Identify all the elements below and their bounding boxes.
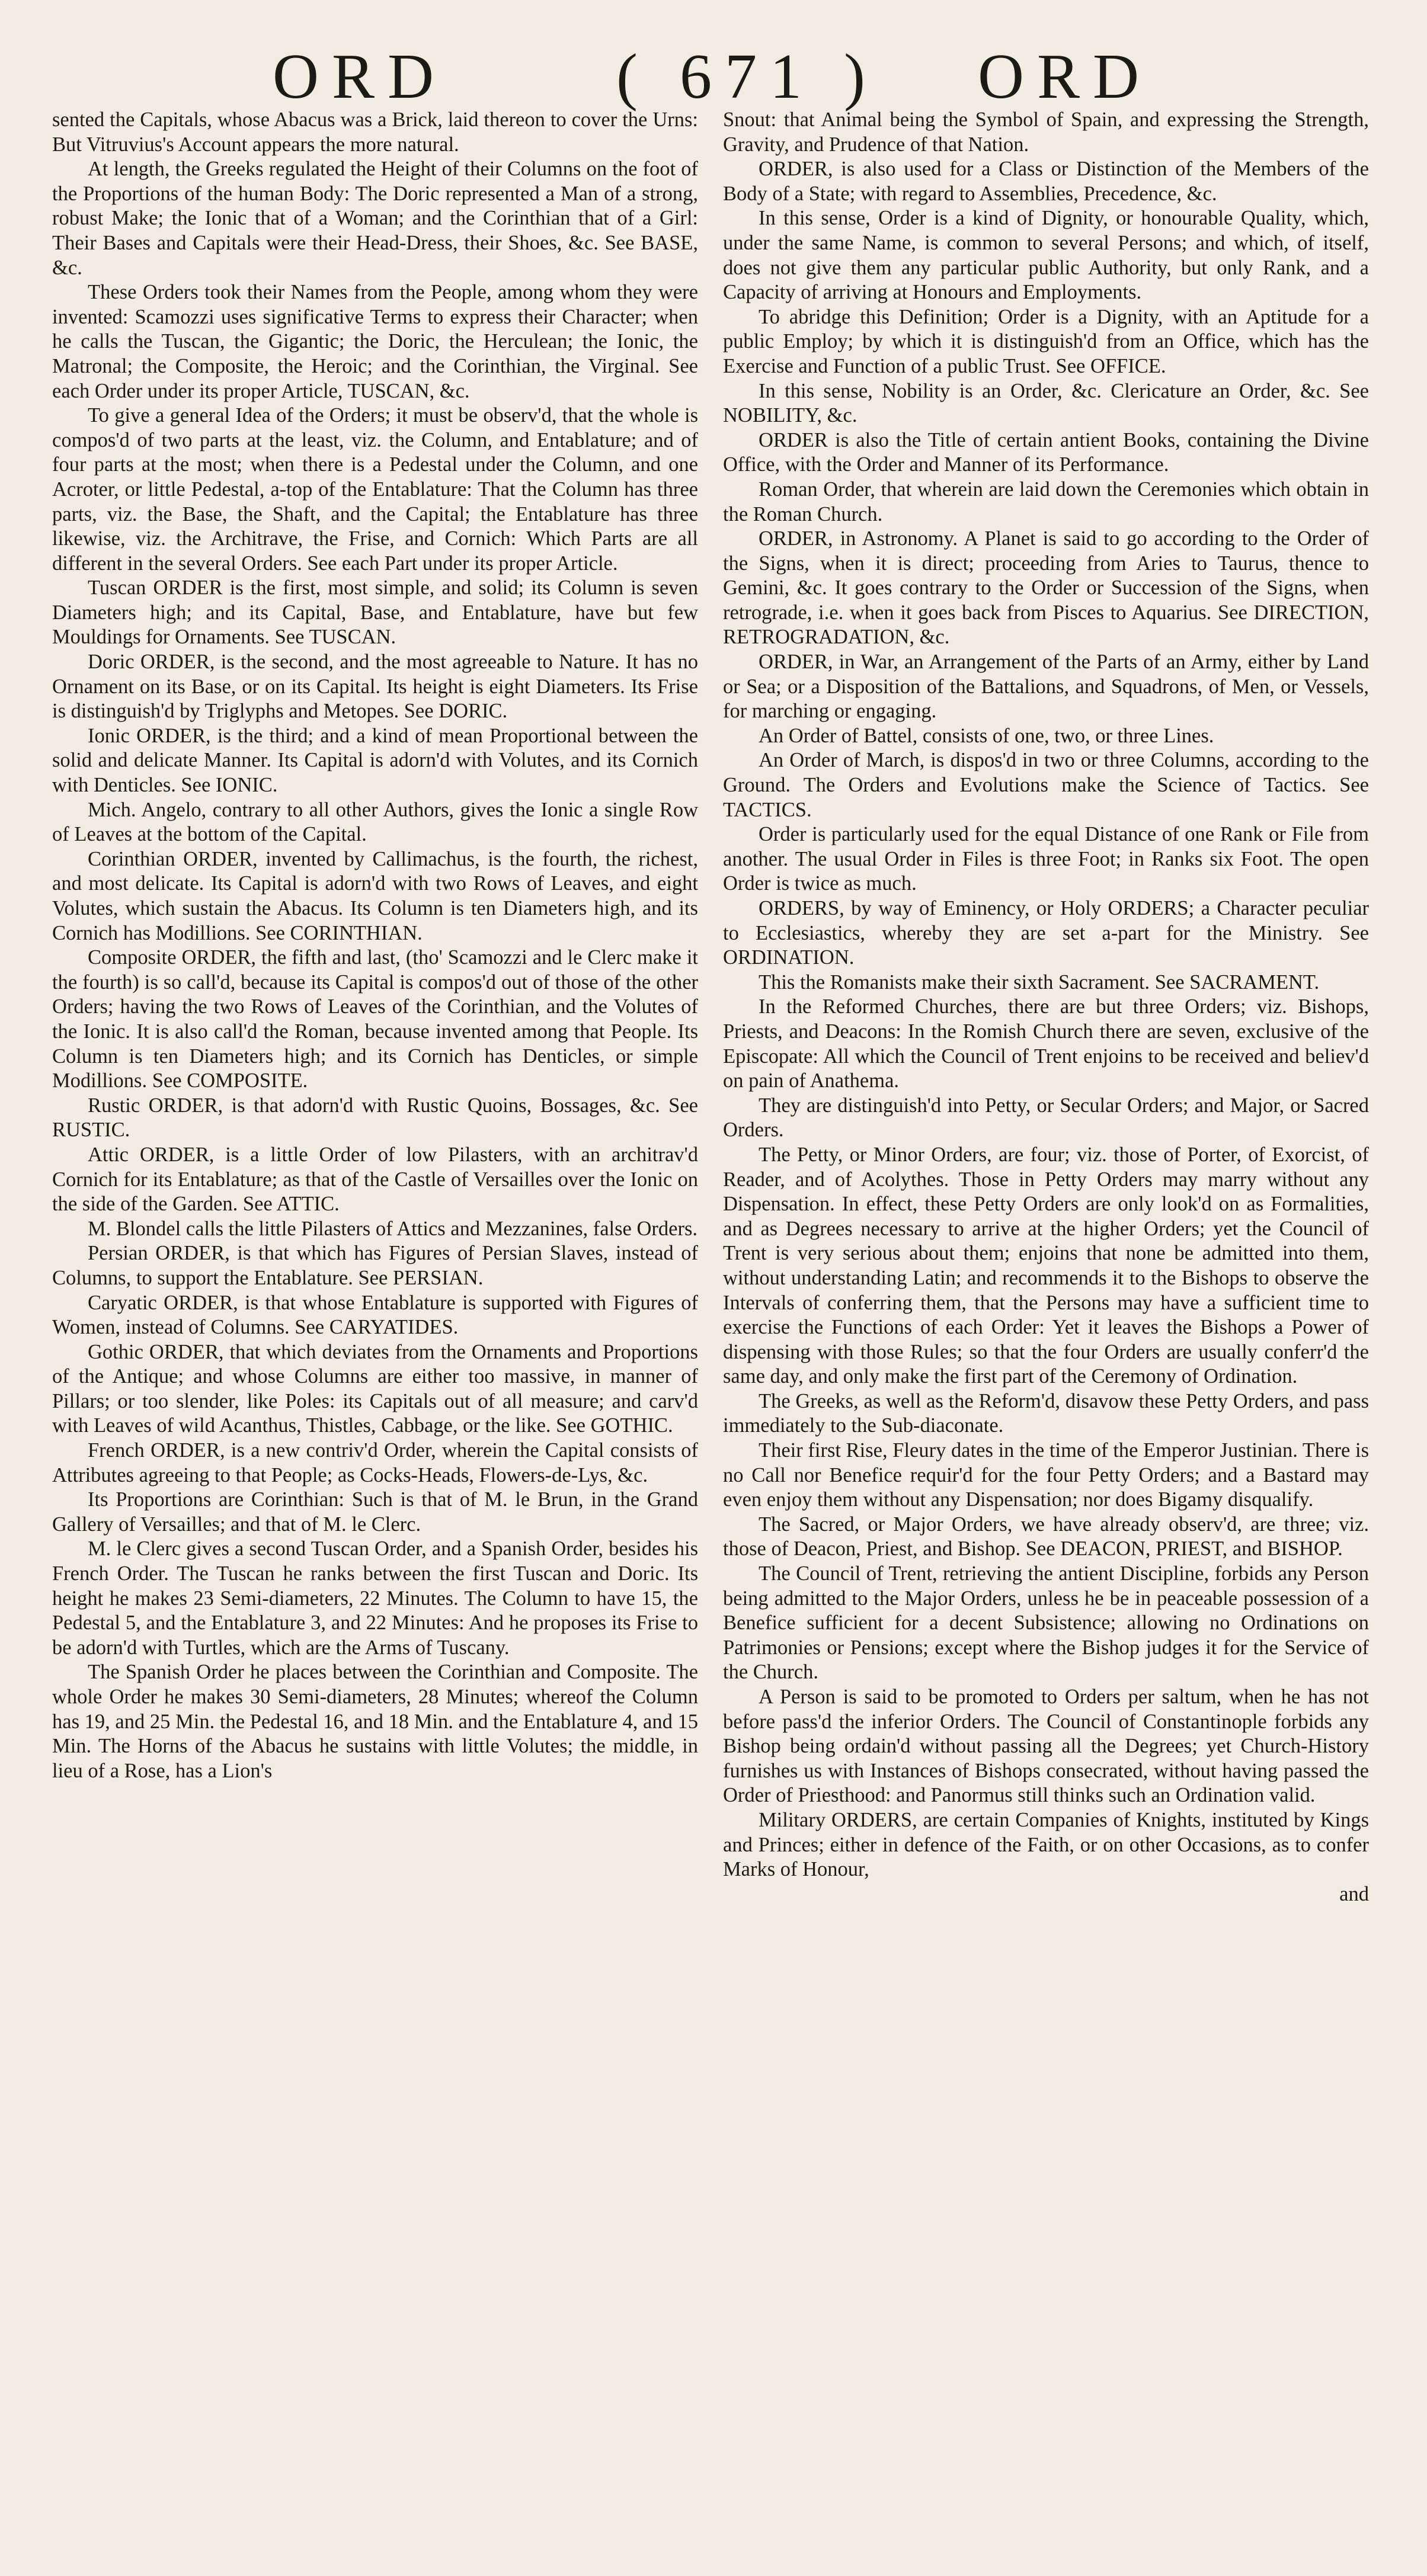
paragraph: In the Reformed Churches, there are but three Orders; viz. Bishops, Priests, and Deacons: In the Romish Church there are seven, exclusive of the Episcopate: All which the Council of Trent enjoins to be received and believ'd on pain of Anathema.: [723, 995, 1369, 1092]
paragraph: These Orders took their Names from the People, among whom they were invented: Scamozzi uses significative Terms to express their Character; when he calls the Tuscan, the Gigantic; the Doric, the Herculean; the Ionic, the Matronal; the Composite, the Heroic; and the Corinthian, the Virginal. See each Order under its proper Article, TUSCAN, &c.: [52, 281, 698, 402]
paragraph: An Order of March, is dispos'd in two or three Columns, according to the Ground. The Orders and Evolutions make the Science of Tactics. See TACTICS.: [723, 749, 1369, 821]
paragraph: ORDER, in War, an Arrangement of the Parts of an Army, either by Land or Sea; or a Disposition of the Battalions, and Squadrons, of Men, or Vessels, for marching or engaging.: [723, 651, 1369, 723]
paragraph: Ionic ORDER, is the third; and a kind of mean Proportional between the solid and delicate Manner. Its Capital is adorn'd with Volutes, and its Cornich with Denticles. See IONIC.: [52, 724, 698, 797]
paragraph: Roman Order, that wherein are laid down the Ceremonies which obtain in the Roman Church.: [723, 478, 1369, 526]
paragraph: Mich. Angelo, contrary to all other Authors, gives the Ionic a single Row of Leaves at the bottom of the Capital.: [52, 798, 698, 846]
paragraph: To abridge this Definition; Order is a Dignity, with an Aptitude for a public Employ; by which it is distinguish'd from an Office, which has the Exercise and Function of a public Trust. See OFFICE.: [723, 305, 1369, 377]
paragraph: ORDERS, by way of Eminency, or Holy ORDERS; a Character peculiar to Ecclesiastics, whereby they are set a-part for the Ministry. See ORDINATION.: [723, 897, 1369, 969]
paragraph: Military ORDERS, are certain Companies of Knights, instituted by Kings and Princes; either in defence of the Faith, or on other Occasions, as to confer Marks of Honour,: [723, 1808, 1369, 1881]
paragraph: The Petty, or Minor Orders, are four; viz. those of Porter, of Exorcist, of Reader, and of Acolythes. Those in Petty Orders may marry without any Dispensation. In effect, these Petty Orders are only look'd on as Formalities, and as Degrees necessary to arrive at the higher Orders; yet the Council of Trent is very serious about them; enjoins that none be admitted into them, without understanding Latin; and recommends it to the Bishops to observe the Intervals of conferring them, that the Persons may have a sufficient time to exercise the Functions of each Order: Yet it leaves the Bishops a Power of dispensing with those Rules; so that the four Orders are usually conferr'd the same day, and only make the first part of the Ceremony of Ordination.: [723, 1143, 1369, 1388]
paragraph: A Person is said to be promoted to Orders per saltum, when he has not before pass'd the inferior Orders. The Council of Constantinople forbids any Bishop being ordain'd without passing all the Degrees; yet Church-History furnishes us with Instances of Bishops consecrated, without having passed the Order of Priesthood: and Panormus still thinks such an Ordination valid.: [723, 1686, 1369, 1807]
paragraph: French ORDER, is a new contriv'd Order, wherein the Capital consists of Attributes agreeing to that People; as Cocks-Heads, Flowers-de-Lys, &c.: [52, 1439, 698, 1486]
paragraph: Tuscan ORDER is the first, most simple, and solid; its Column is seven Diameters high; and its Capital, Base, and Entablature, have but few Mouldings for Ornaments. See TUSCAN.: [52, 576, 698, 649]
paragraph: Their first Rise, Fleury dates in the time of the Emperor Justinian. There is no Call nor Benefice requir'd for the four Petty Orders; and a Bastard may even enjoy them without any Dispensation; nor does Bigamy disqualify.: [723, 1439, 1369, 1511]
paragraph: The Greeks, as well as the Reform'd, disavow these Petty Orders, and pass immediately to the Sub-diaconate.: [723, 1389, 1369, 1437]
paragraph: Rustic ORDER, is that adorn'd with Rustic Quoins, Bossages, &c. See RUSTIC.: [52, 1094, 698, 1142]
catchword: and: [1339, 1882, 1369, 1905]
paragraph: ORDER is also the Title of certain antient Books, containing the Divine Office, with the Order and Manner of its Performance.: [723, 428, 1369, 476]
right-column: [723, 108, 1369, 2555]
header-left-word: ORD: [273, 41, 447, 112]
paragraph: Its Proportions are Corinthian: Such is that of M. le Brun, in the Grand Gallery of Versailles; and that of M. le Clerc.: [52, 1488, 698, 1536]
paragraph: The Spanish Order he places between the Corinthian and Composite. The whole Order he makes 30 Semi-diameters, 28 Minutes; whereof the Column has 19, and 25 Min. the Pedestal 16, and 18 Min. and the Entablature 4, and 15 Min. The Horns of the Abacus he sustains with little Volutes; the middle, in lieu of a Rose, has a Lion's: [52, 1661, 698, 1782]
paragraph: Composite ORDER, the fifth and last, (tho' Scamozzi and le Clerc make it the fourth) is so call'd, because its Capital is compos'd out of those of the other Orders; having the two Rows of Leaves of the Corinthian, and the Volutes of the Ionic. It is also call'd the Roman, because invented among that People. Its Column is ten Diameters high; and its Cornich has Denticles, or simple Modillions. See COMPOSITE.: [52, 946, 698, 1092]
paragraph: Corinthian ORDER, invented by Callimachus, is the fourth, the richest, and most delicate. Its Capital is adorn'd with two Rows of Leaves, and eight Volutes, which sustain the Abacus. Its Column is ten Diameters high, and its Cornich has Modillions. See CORINTHIAN.: [52, 847, 698, 944]
paragraph: In this sense, Nobility is an Order, &c. Clericature an Order, &c. See NOBILITY, &c.: [723, 379, 1369, 427]
paragraph: M. le Clerc gives a second Tuscan Order, and a Spanish Order, besides his French Order. The Tuscan he ranks between the first Tuscan and Doric. Its height he makes 23 Semi-diameters, 22 Minutes. The Column to have 15, the Pedestal 5, and the Entablature 3, and 22 Minutes: And he proposes its Frise to be adorn'd with Turtles, which are the Arms of Tuscany.: [52, 1537, 698, 1659]
paragraph: ORDER, is also used for a Class or Distinction of the Members of the Body of a State; with regard to Assemblies, Precedence, &c.: [723, 158, 1369, 205]
paragraph: This the Romanists make their sixth Sacrament. See SACRAMENT.: [759, 970, 1320, 994]
paragraph: They are distinguish'd into Petty, or Secular Orders; and Major, or Sacred Orders.: [723, 1094, 1369, 1142]
left-column: [52, 108, 698, 2555]
paragraph: Snout: that Animal being the Symbol of Spain, and expressing the Strength, Gravity, and Prudence of that Nation.: [723, 108, 1369, 156]
paragraph: M. Blondel calls the little Pilasters of Attics and Mezzanines, false Orders.: [88, 1217, 698, 1240]
paragraph: sented the Capitals, whose Abacus was a Brick, laid thereon to cover the Urns: But Vitruvius's Account appears the more natural.: [52, 108, 698, 156]
page-number: ( 671 ): [616, 41, 878, 112]
running-header: [0, 36, 1427, 118]
paragraph: At length, the Greeks regulated the Height of their Columns on the foot of the Proportions of the human Body: The Doric represented a Man of a strong, robust Make; the Ionic that of a Woman; and the Corinthian that of a Girl: Their Bases and Capitals were their Head-Dress, their Shoes, &c. See BASE, &c.: [52, 158, 698, 279]
paragraph: Gothic ORDER, that which deviates from the Ornaments and Proportions of the Antique; and whose Columns are either too massive, in manner of Pillars; or too slender, like Poles: its Capitals out of all measure; and carv'd with Leaves of wild Acanthus, Thistles, Cabbage, or the like. See GOTHIC.: [52, 1340, 698, 1437]
paragraph: An Order of Battel, consists of one, two, or three Lines.: [759, 724, 1214, 747]
paragraph: To give a general Idea of the Orders; it must be observ'd, that the whole is compos'd of two parts at the least, viz. the Column, and Entablature; and of four parts at the most; when there is a Pedestal under the Column, and one Acroter, or little Pedestal, a-top of the Entablature: That the Column has three parts, viz. the Base, the Shaft, and the Capital; the Entablature has three likewise, viz. the Architrave, the Frise, and Cornich: Which Parts are all different in the several Orders. See each Part under its proper Article.: [52, 404, 698, 575]
paragraph: The Sacred, or Major Orders, we have already observ'd, are three; viz. those of Deacon, Priest, and Bishop. See DEACON, PRIEST, and BISHOP.: [723, 1513, 1369, 1561]
paragraph: Order is particularly used for the equal Distance of one Rank or File from another. The usual Order in Files is three Foot; in Ranks six Foot. The open Order is twice as much.: [723, 823, 1369, 895]
paragraph: Caryatic ORDER, is that whose Entablature is supported with Figures of Women, instead of Columns. See CARYATIDES.: [52, 1291, 698, 1339]
paragraph: Doric ORDER, is the second, and the most agreeable to Nature. It has no Ornament on its Base, or on its Capital. Its height is eight Diameters. Its Frise is distinguish'd by Triglyphs and Metopes. See DORIC.: [52, 651, 698, 723]
paragraph: The Council of Trent, retrieving the antient Discipline, forbids any Person being admitted to the Major Orders, unless he be in peaceable possession of a Benefice sufficient for a decent Subsistence; allowing no Ordinations on Patrimonies or Pensions; except where the Bishop judges it for the Service of the Church.: [723, 1562, 1369, 1684]
paragraph: In this sense, Order is a kind of Dignity, or honourable Quality, which, under the same Name, is common to several Persons; and which, of itself, does not give them any particular public Authority, but only Rank, and a Capacity of arriving at Honours and Employments.: [723, 207, 1369, 304]
header-right-word: ORD: [978, 41, 1153, 112]
paragraph: Persian ORDER, is that which has Figures of Persian Slaves, instead of Columns, to support the Entablature. See PERSIAN.: [52, 1242, 698, 1289]
paragraph: ORDER, in Astronomy. A Planet is said to go according to the Order of the Signs, when it is direct; proceeding from Aries to Taurus, thence to Gemini, &c. It goes contrary to the Order or Succession of the Signs, when retrograde, i.e. when it goes back from Pisces to Aquarius. See DIRECTION, RETROGRADATION, &c.: [723, 527, 1369, 649]
paragraph: Attic ORDER, is a little Order of low Pilasters, with an architrav'd Cornich for its Entablature; as that of the Castle of Versailles over the Ionic on the side of the Garden. See ATTIC.: [52, 1143, 698, 1216]
